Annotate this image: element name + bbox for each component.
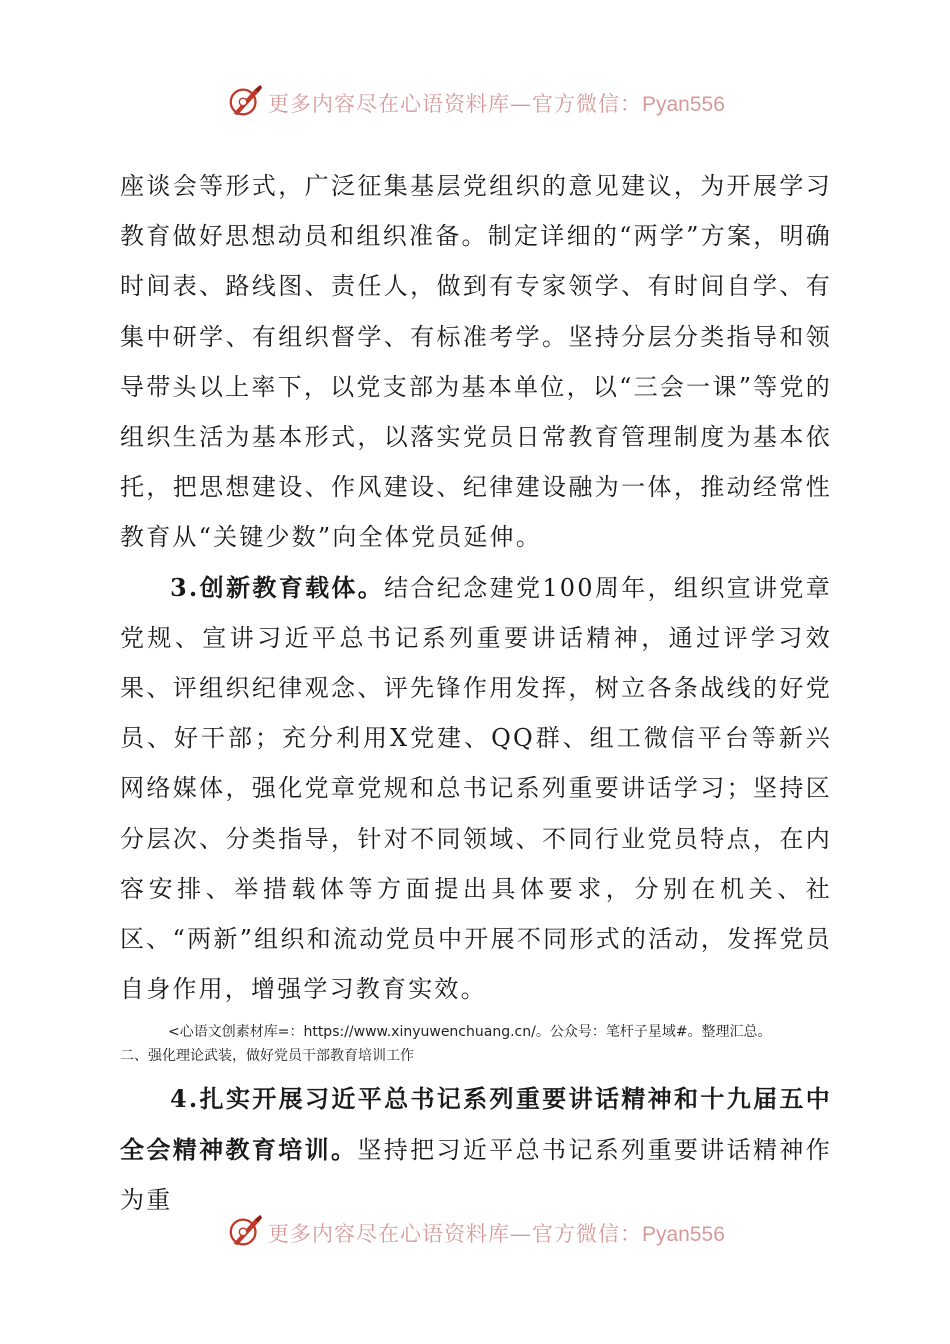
paragraph-3-heading: 4.扎实开展习近平总书记系列重要讲话精神和十九届五中全会精神教育培训。	[120, 1084, 832, 1164]
watermark-wechat-id: Pyan556	[642, 1223, 725, 1246]
paragraph-3-body: 坚持把习近平总书记系列重要讲话精神作为重	[120, 1135, 832, 1214]
paragraph-2	[120, 563, 832, 1015]
source-note: <心语文创素材库=：https://www.xinyuwenchuang.cn/。公众号：笔杆子星域#。整理汇总。	[168, 1024, 772, 1041]
section-heading-note: 二、强化理论武装，做好党员干部教育培训工作	[120, 1048, 414, 1065]
paragraph-1: 座谈会等形式，广泛征集基层党组织的意见建议，为开展学习教育做好思想动员和组织准备。制定详细的“两学”方案，明确时间表、路线图、责任人，做到有专家领学、有时间自学、有集中研学、有组织督学、有标准考学。坚持分层分类指导和领导带头以上率下，以党支部为基本单位，以“三会一课”等党的组织生活为基本形式，以落实党员日常教育管理制度为基本依托，把思想建设、作风建设、纪律建设融为一体，推动经常性教育从“关键少数”向全体党员延伸。	[120, 172, 832, 552]
paragraph-3	[120, 1074, 832, 1225]
watermark-wechat-id: Pyan556	[642, 93, 725, 116]
footer-watermark	[0, 1208, 950, 1252]
document-body	[120, 161, 832, 1225]
pen-circle-logo-icon	[226, 82, 264, 120]
watermark-label: 更多内容尽在心语资料库—官方微信：	[268, 1222, 642, 1246]
watermark-text	[268, 88, 725, 118]
watermark-label: 更多内容尽在心语资料库—官方微信：	[268, 92, 642, 116]
pen-circle-logo-icon	[226, 1212, 264, 1250]
header-watermark	[0, 78, 950, 122]
watermark-text	[268, 1218, 725, 1248]
paragraph-2-heading: 3.创新教育载体。	[170, 572, 385, 602]
paragraph-2-body: 结合纪念建党100周年，组织宣讲党章党规、宣讲习近平总书记系列重要讲话精神，通过评学习效果、评组织纪律观念、评先锋作用发挥，树立各条战线的好党员、好干部；充分利用X党建、QQ群、组工微信平台等新兴网络媒体，强化党章党规和总书记系列重要讲话学习；坚持区分层次、分类指导，针对不同领域、不同行业党员特点，在内容安排、举措载体等方面提出具体要求，分别在机关、社区、“两新”组织和流动党员中开展不同形式的活动，发挥党员自身作用，增强学习教育实效。	[120, 573, 832, 1004]
